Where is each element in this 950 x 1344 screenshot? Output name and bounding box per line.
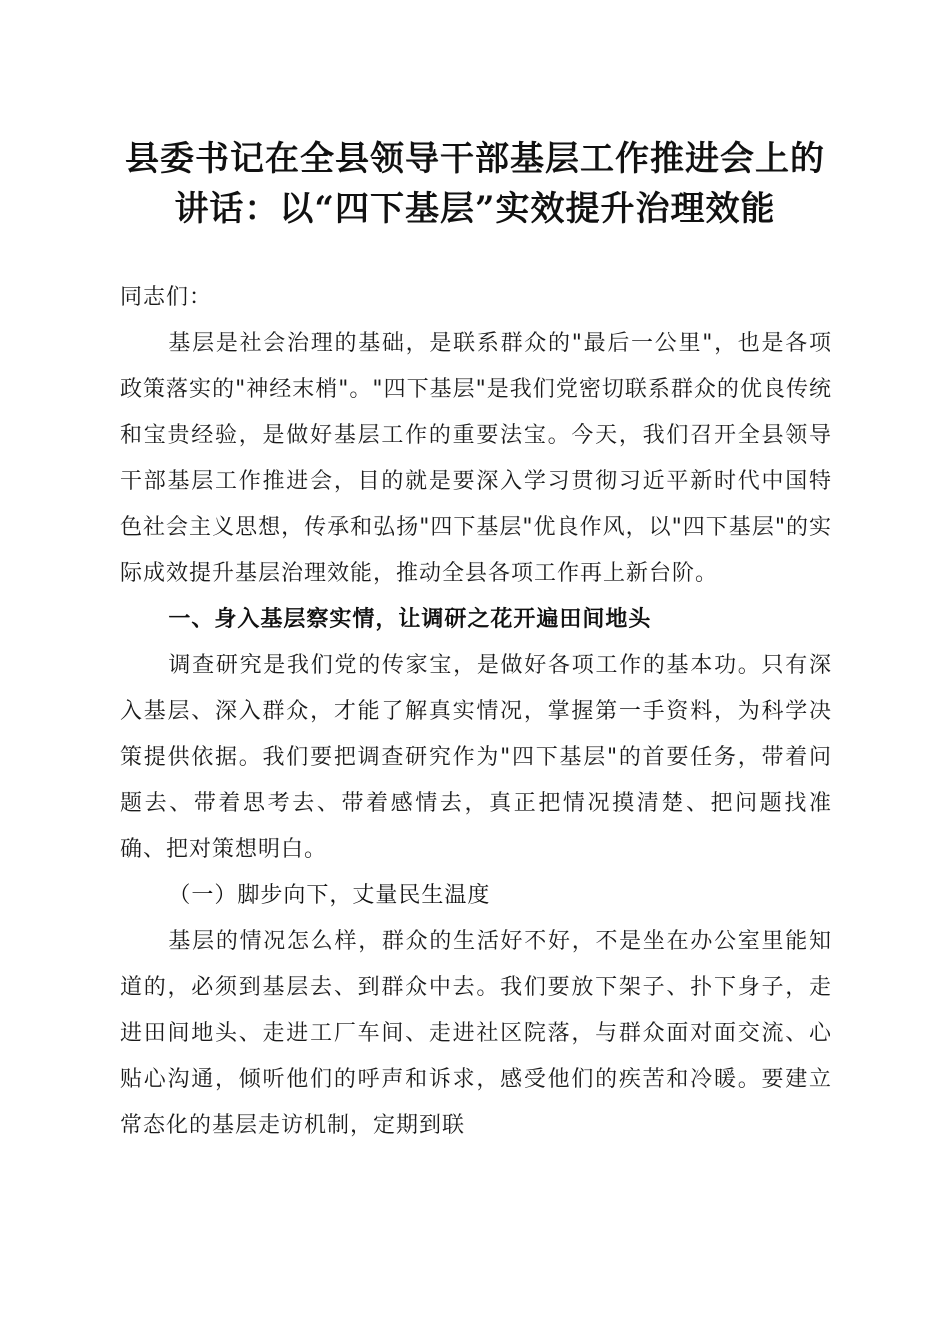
document-title bbox=[100, 134, 850, 234]
paragraph-intro: 基层是社会治理的基础，是联系群众的"最后一公里"，也是各项政策落实的"神经末梢"。"四下基层"是我们党密切联系群众的优良传统和宝贵经验，是做好基层工作的重要法宝。今天，我们召开全县领导干部基层工作推进会，目的就是要深入学习贯彻习近平新时代中国特色社会主义思想，传承和弘扬"四下基层"优良作风，以"四下基层"的实际成效提升基层治理效能，推动全县各项工作再上新台阶。 bbox=[120, 331, 832, 586]
salutation: 同志们： bbox=[120, 285, 213, 310]
paragraph-research: 调查研究是我们党的传家宝，是做好各项工作的基本功。只有深入基层、深入群众，才能了解真实情况，掌握第一手资料，为科学决策提供依据。我们要把调查研究作为"四下基层"的首要任务，带着问题去、带着思考去、带着感情去，真正把情况摸清楚、把问题找准确、把对策想明白。 bbox=[120, 653, 832, 862]
title-line-2: 讲话：以“四下基层”实效提升治理效能 bbox=[174, 189, 776, 229]
document-body bbox=[120, 275, 832, 1149]
paragraph-grassroots: 基层的情况怎么样，群众的生活好不好，不是坐在办公室里能知道的，必须到基层去、到群众中去。我们要放下架子、扑下身子，走进田间地头、走进工厂车间、走进社区院落，与群众面对面交流、心贴心沟通，倾听他们的呼声和诉求，感受他们的疾苦和冷暖。要建立常态化的基层走访机制，定期到联 bbox=[120, 929, 832, 1138]
section-heading-1: 一、身入基层察实情，让调研之花开遍田间地头 bbox=[168, 607, 652, 632]
subsection-heading-1: （一）脚步向下，丈量民生温度 bbox=[168, 883, 491, 908]
title-line-1: 县委书记在全县领导干部基层工作推进会上的 bbox=[125, 139, 825, 179]
